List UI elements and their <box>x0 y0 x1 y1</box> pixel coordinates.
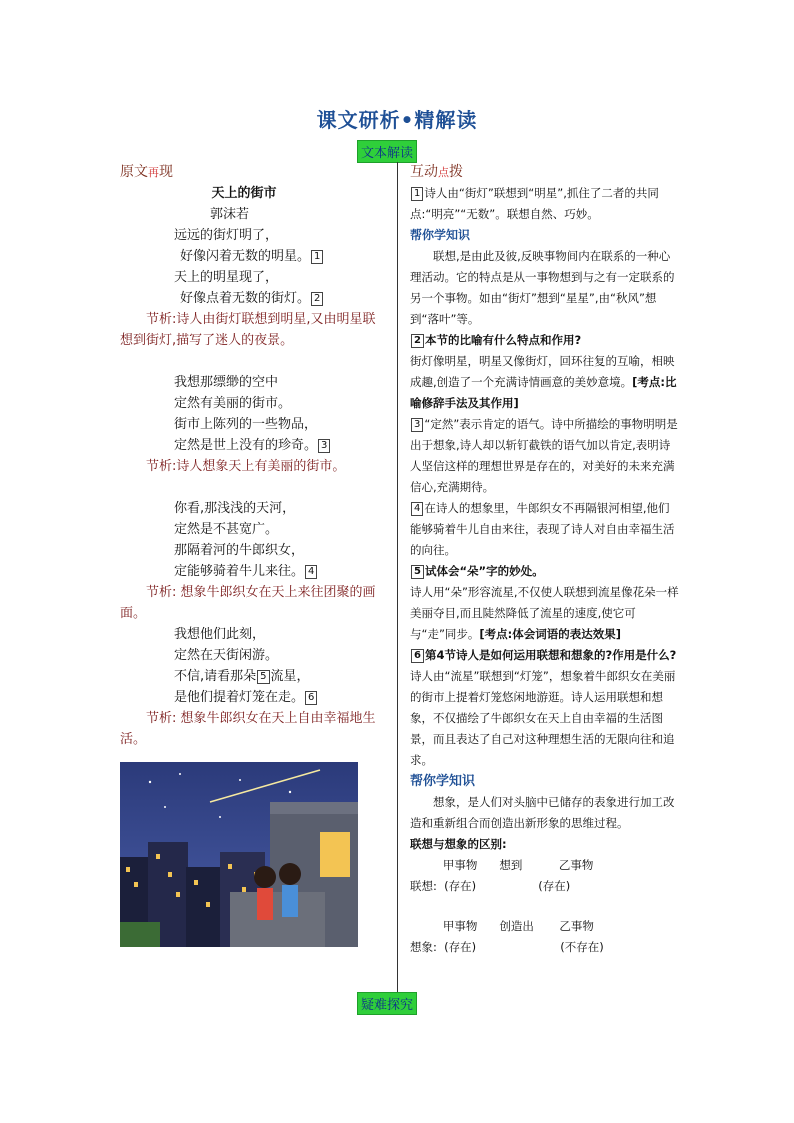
note-item-3: 3 “定然”表示肯定的语气。诗中所描绘的事物明明是出于想象,诗人却以斩钉截铁的语气加以肯定,表明诗人坚信这样的理想世界是存在的，对美好的未来充满信心,充满期待。 <box>410 417 678 494</box>
poem-line: 不信,请看那朵 5 流星， <box>174 669 310 684</box>
column-divider <box>397 162 398 992</box>
note-item-1: 1 诗人由“街灯”联想到“明星”,抓住了二者的共同点:“明亮”“无数”。联想自然、巧妙。 <box>410 186 659 221</box>
notes-heading: 互动点拨 <box>410 164 463 180</box>
poem-line: 好像点着无数的街灯。 2 <box>180 288 388 309</box>
poem-author: 郭沫若 <box>210 207 250 222</box>
answer-6: 诗人由“流星”联想到“灯笼”，想象着牛郎织女在美丽的街市上提着灯笼悠闲地游逛。诗人运用联想和想象，不仅描绘了牛郎织女在天上自由幸福的生活图景，而且表达了自己对这种理想生活的无限向往和追求。 <box>410 669 676 767</box>
poem-line: 定然有美丽的街市。 <box>174 396 292 411</box>
poem-line: 定然是世上没有的珍奇。 3 <box>174 435 388 456</box>
section-badge-icon: 点 <box>438 166 449 179</box>
stanza-note-3: 节析: 想象牛郎织女在天上来往团聚的画面。 <box>120 585 376 621</box>
answer-5: 诗人用“朵”形容流星,不仅使人联想到流星像花朵一样美丽夺目,而且陡然降低了流星的速度,使它可与“走”同步。[考点:体会词语的表达效果] <box>410 585 679 641</box>
marker-6: 6 <box>305 691 317 705</box>
marker-3: 3 <box>318 439 330 453</box>
marker-5: 5 <box>257 670 269 684</box>
poem-line: 我想那缥缈的空中 <box>174 375 279 390</box>
help-knowledge-heading: 帮你学知识 <box>410 774 476 789</box>
marker-4: 4 <box>305 565 317 579</box>
imagination-definition: 想象，是人们对头脑中已储存的表象进行加工改造和重新组合而创造出新形象的思维过程。 <box>410 795 675 830</box>
note-item-4: 4 在诗人的想象里，牛郎织女不再隔银河相望,他们能够骑着牛儿自由来往，表现了诗人对自由幸福生活的向往。 <box>410 501 675 557</box>
knowledge-text: 联想,是由此及彼,反映事物间内在联系的一种心理活动。它的特点是从一事物想到与之有一定联系的另一个事物。如由“街灯”想到“星星”,由“秋风”想到“落叶”等。 <box>410 249 675 326</box>
poem-line: 定然在天街闲游。 <box>174 648 279 663</box>
poem-line: 定然是不甚宽广。 <box>174 522 279 537</box>
poem-line: 好像闪着无数的明星。 1 <box>180 246 388 267</box>
section-badge-icon: 再 <box>148 166 159 179</box>
marker-1: 1 <box>311 250 323 264</box>
question-5: 5 试体会“朵”字的妙处。 <box>410 561 680 582</box>
stanza-note-1: 节析:诗人由街灯联想到明星,又由明星联想到街灯,描写了迷人的夜景。 <box>120 312 376 348</box>
original-text-heading: 原文再现 <box>120 164 173 180</box>
poem-title: 天上的街市 <box>211 186 277 201</box>
imagination-row: 想象: (存在) (不存在) <box>410 940 604 954</box>
stanza-note-4: 节析: 想象牛郎织女在天上自由幸福地生活。 <box>120 711 376 747</box>
poem-line: 是他们提着灯笼在走。 6 <box>174 687 388 708</box>
interactive-notes-column <box>410 162 680 958</box>
answer-2: 街灯像明星，明星又像街灯，回环往复的互喻，相映成趣,创造了一个充满诗情画意的美妙意境。[考点:比喻修辞手法及其作用] <box>410 354 677 410</box>
poem-line: 你看,那浅浅的天河， <box>174 501 296 516</box>
poem-line: 街市上陈列的一些物品， <box>174 417 318 432</box>
text-reading-tag: 文本解读 <box>357 140 417 163</box>
help-knowledge-heading: 帮你学知识 <box>410 228 471 242</box>
question-2: 2 本节的比喻有什么特点和作用? <box>410 330 680 351</box>
imagination-row-head: 甲事物 创造出 乙事物 <box>410 919 594 933</box>
association-row-head: 甲事物 想到 乙事物 <box>410 858 594 872</box>
stanza-note-2: 节析:诗人想象天上有美丽的街市。 <box>146 459 346 474</box>
poem-line: 远远的街灯明了， <box>174 228 279 243</box>
difficulty-exploration-tag: 疑难探究 <box>357 992 417 1015</box>
poem-line: 我想他们此刻， <box>174 627 266 642</box>
poem-line: 定能够骑着牛儿来往。 4 <box>174 561 388 582</box>
original-text-column <box>120 162 388 750</box>
page-title: 课文研析•精解读 <box>316 108 478 132</box>
poem-line: 天上的明星现了， <box>174 270 279 285</box>
poem-line: 那隔着河的牛郎织女， <box>174 543 305 558</box>
marker-2: 2 <box>311 292 323 306</box>
night-sky-illustration <box>120 762 358 947</box>
question-6: 6 第4节诗人是如何运用联想和想象的?作用是什么? <box>410 645 680 666</box>
difference-heading: 联想与想象的区别: <box>410 837 507 851</box>
association-row: 联想: (存在) (存在) <box>410 879 571 893</box>
